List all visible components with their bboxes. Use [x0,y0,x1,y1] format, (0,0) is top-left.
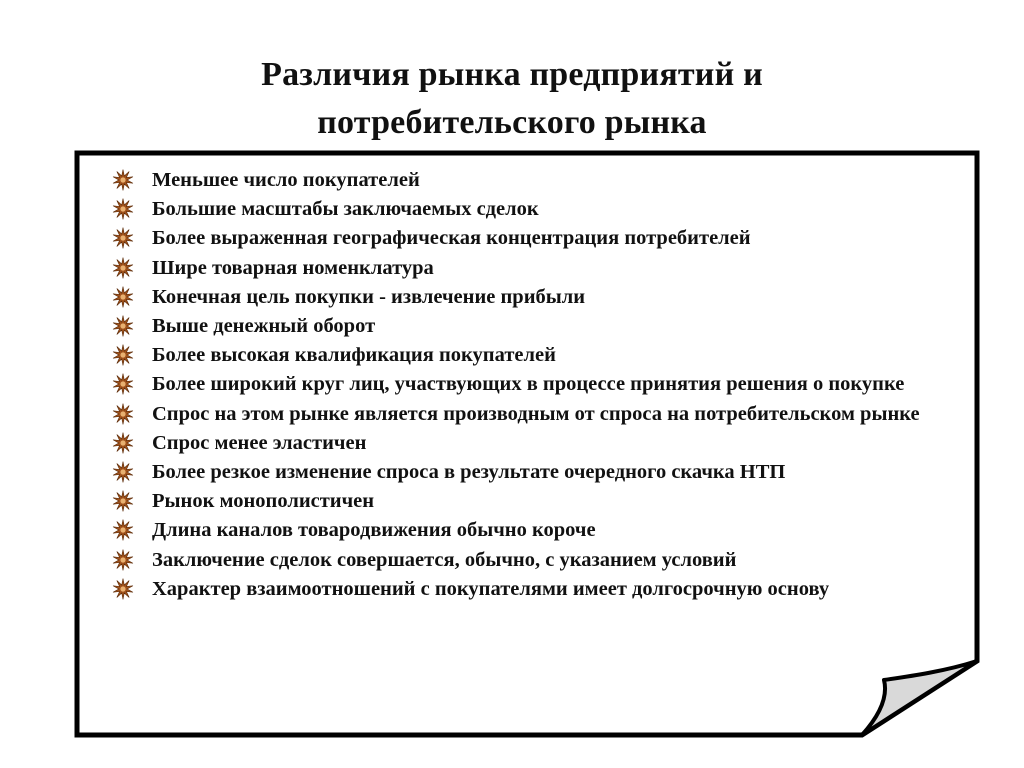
list-item [112,370,978,399]
list-item [112,166,978,195]
list-item [112,458,978,487]
star-burst-icon [112,227,134,249]
differences-list [112,166,978,604]
star-burst-icon [112,403,134,425]
star-burst-icon [112,315,134,337]
title-line-2: потребительского рынка [317,104,707,141]
list-item-text: Более выраженная географическая концентрация потребителей [152,227,751,250]
list-item [112,487,978,516]
list-item [112,575,978,604]
star-burst-icon [112,286,134,308]
list-item-text: Большие масштабы заключаемых сделок [152,198,539,221]
star-burst-icon [112,519,134,541]
list-item-text: Шире товарная номенклатура [152,256,434,279]
list-item-text: Длина каналов товародвижения обычно короче [152,519,596,542]
list-item-text: Меньшее число покупателей [152,169,420,191]
star-burst-icon [112,432,134,454]
list-item-text: Спрос на этом рынке является производным от спроса на потребительском рынке [152,402,920,425]
list-item-text: Спрос менее эластичен [152,431,367,454]
list-item-text: Более резкое изменение спроса в результате очередного скачка НТП [152,461,786,484]
list-item-text: Более широкий круг лиц, участвующих в процессе принятия решения о покупке [152,373,905,396]
list-item [112,312,978,341]
star-burst-icon [112,578,134,600]
list-item [112,283,978,312]
star-burst-icon [112,257,134,279]
title-line-1: Различия рынка предприятий и [261,56,763,93]
list-item-text: Рынок монополистичен [152,490,375,513]
list-item [112,224,978,253]
star-burst-icon [112,373,134,395]
list-item [112,400,978,429]
list-item [112,429,978,458]
list-item-text: Конечная цель покупки - извлечение прибыли [152,285,586,308]
list-item [112,254,978,283]
star-burst-icon [112,490,134,512]
star-burst-icon [112,549,134,571]
star-burst-icon [112,198,134,220]
list-item [112,546,978,575]
list-item-text: Выше денежный оборот [152,315,376,338]
list-item [112,195,978,224]
list-item-text: Более высокая квалификация покупателей [152,344,556,367]
star-burst-icon [112,344,134,366]
list-item-text: Характер взаимоотношений с покупателями имеет долгосрочную основу [152,577,830,600]
list-item-text: Заключение сделок совершается, обычно, с указанием условий [152,548,737,571]
star-burst-icon [112,461,134,483]
list-item [112,341,978,370]
list-item [112,516,978,545]
star-burst-icon [112,169,134,191]
